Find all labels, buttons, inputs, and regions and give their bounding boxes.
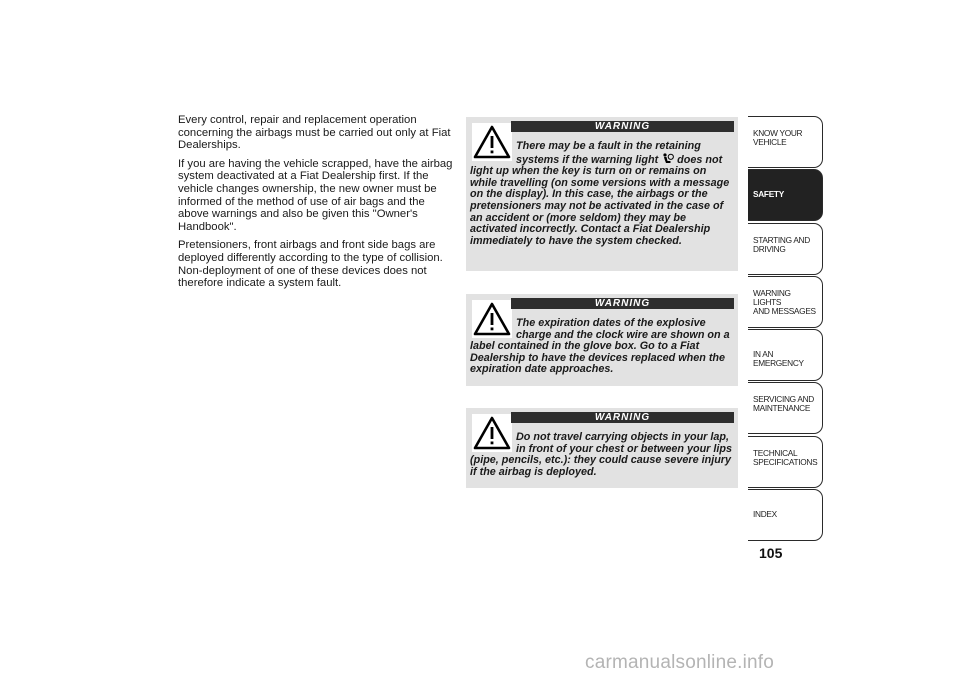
warning-heading: WARNING [511, 121, 734, 132]
tab-servicing-and-maintenance[interactable]: SERVICING AND MAINTENANCE [748, 382, 823, 434]
tab-index[interactable]: INDEX [748, 489, 823, 541]
tab-in-an-emergency[interactable]: IN AN EMERGENCY [748, 329, 823, 381]
airbag-warning-light-icon [661, 153, 674, 164]
page-number: 105 [759, 545, 783, 561]
tab-warning-lights[interactable]: WARNING LIGHTS AND MESSAGES [748, 276, 823, 328]
warning-box-3 [466, 408, 738, 488]
warning-triangle-icon [472, 414, 512, 452]
watermark: carmanualsonline.info [585, 652, 775, 673]
warning-box-2 [466, 294, 738, 386]
warning-triangle-icon [472, 300, 512, 338]
warning-text: The expiration dates of the explosive charge and the clock wire are shown on a label contained in the glove box. Go to a Fiat Dealership to have the devices replaced when the expiration date approaches. [470, 317, 730, 376]
paragraph-pretensioners: Pretensioners, front airbags and front side bags are deployed differently according to the type of collision. Non-deployment of one of these devices does not therefore indicate a system fault. [178, 239, 443, 290]
paragraph-vehicle-scrapping: If you are having the vehicle scrapped, have the airbag system deactivated at a Fiat Dealership first. If the vehicle changes ownership, the new owner must be informed of the method of use of air bags and the above warnings and also be given this "Owner's Handbook". [178, 157, 453, 233]
tab-know-your-vehicle[interactable]: KNOW YOUR VEHICLE [748, 116, 823, 168]
warning-triangle-icon [472, 123, 512, 161]
tab-technical-specifications[interactable]: TECHNICAL SPECIFICATIONS [748, 436, 823, 488]
warning-heading: WARNING [511, 298, 734, 309]
warning-text: Do not travel carrying objects in your lap, in front of your chest or between your lips (pipe, pencils, etc.): they could cause severe injury if the airbag is deployed. [470, 431, 732, 478]
section-tabs [748, 116, 823, 542]
warning-heading: WARNING [511, 412, 734, 423]
tab-starting-and-driving[interactable]: STARTING AND DRIVING [748, 223, 823, 275]
tab-safety[interactable]: SAFETY [748, 169, 823, 221]
paragraph-airbag-service: Every control, repair and replacement operation concerning the airbags must be carried out only at Fiat Dealerships. [178, 114, 451, 152]
body-text-column [178, 114, 458, 296]
warning-text: There may be a fault in the retaining systems if the warning light does not light up when the key is turn on or remains on while travelling (on some versions with a message on the display). In this case, the airbags or the pretensioners may not be activated in the case of an accident or (more seldom) they may be activated incorrectly. Contact a Fiat Dealership immediately to have the system checked. [470, 140, 730, 247]
warning-box-1 [466, 117, 738, 271]
